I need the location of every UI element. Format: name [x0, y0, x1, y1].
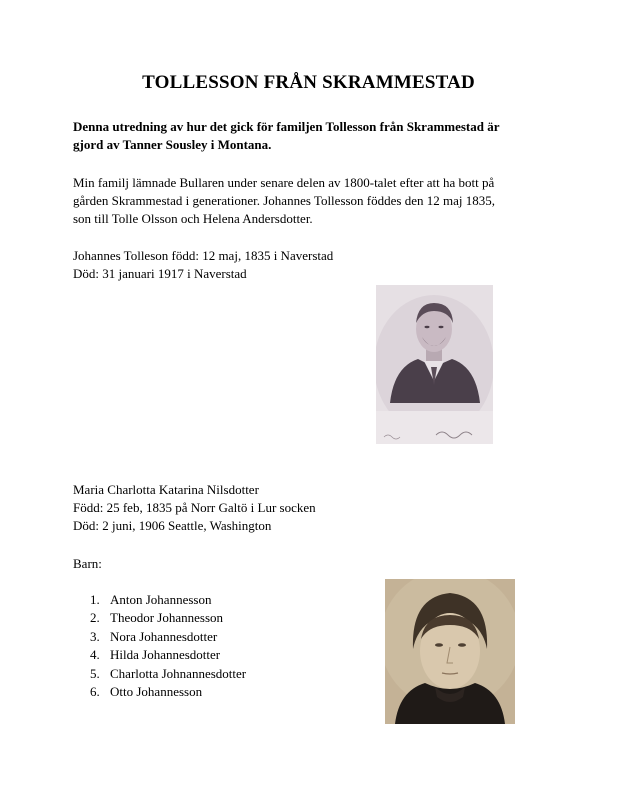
list-item: 4. Hilda Johannesdotter [90, 647, 221, 663]
children-list [90, 591, 246, 701]
maria-portrait-photo [385, 579, 515, 724]
child-name: Anton Johannesson [110, 592, 212, 607]
maria-born: Född: 25 feb, 1835 på Norr Galtö i Lur socken [73, 500, 316, 515]
johannes-portrait-photo [376, 285, 493, 444]
child-name: Otto Johannesson [110, 684, 203, 700]
family-paragraph [73, 174, 553, 228]
johannes-info [73, 247, 333, 283]
children-label: Barn: [73, 556, 102, 571]
child-name: Nora Johannesdotter [110, 628, 218, 644]
list-item: 1. Anton Johannesson [90, 592, 212, 607]
paragraph-line-1: Min familj lämnade Bullaren under senare delen av 1800-talet efter att ha bott på [73, 175, 495, 190]
maria-info [73, 481, 316, 535]
johannes-died: Död: 31 januari 1917 i Naverstad [73, 266, 247, 281]
list-item: 2. Theodor Johannesson [90, 610, 224, 626]
list-item: 5. Charlotta Johnannesdotter [90, 665, 247, 681]
child-name: Theodor Johannesson [110, 610, 224, 626]
johannes-born: Johannes Tolleson född: 12 maj, 1835 i Naverstad [73, 248, 334, 263]
child-name: Hilda Johannesdotter [110, 647, 221, 663]
paragraph-line-2: gården Skrammestad i generationer. Johannes Tollesson föddes den 12 maj 1835, [73, 193, 495, 208]
maria-died: Död: 2 juni, 1906 Seattle, Washington [73, 518, 272, 533]
intro-text [73, 118, 553, 154]
child-name: Charlotta Johnannesdotter [110, 665, 247, 681]
intro-line-2: gjord av Tanner Sousley i Montana. [73, 137, 272, 152]
paragraph-line-3: son till Tolle Olsson och Helena Andersdotter. [73, 211, 313, 226]
intro-line-1: Denna utredning av hur det gick för familjen Tollesson från Skrammestad är [73, 119, 500, 134]
list-item: 6. Otto Johannesson [90, 684, 203, 700]
maria-name: Maria Charlotta Katarina Nilsdotter [73, 482, 259, 497]
page-title: TOLLESSON FRÅN SKRAMMESTAD [142, 72, 475, 93]
list-item: 3. Nora Johannesdotter [90, 628, 218, 644]
